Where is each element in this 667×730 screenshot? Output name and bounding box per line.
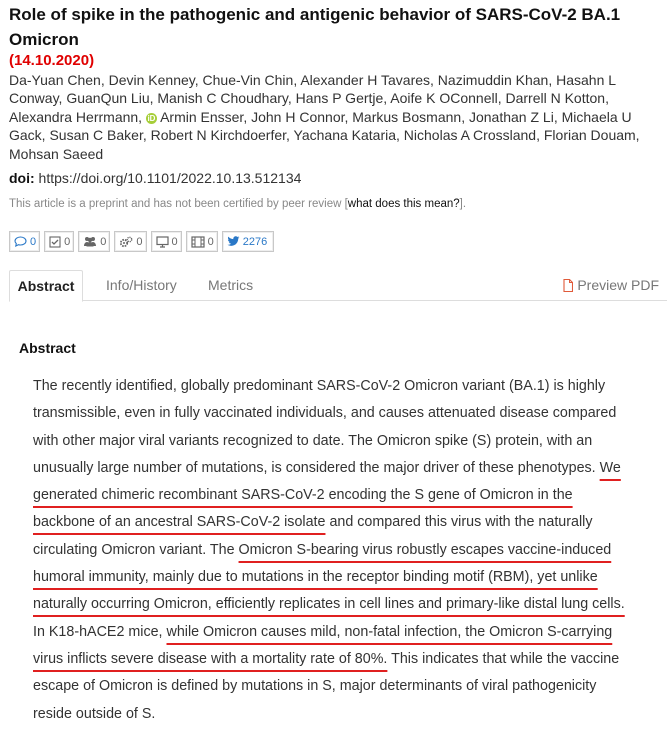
comments-count: 0 [30,235,37,248]
checklist-metric[interactable] [44,231,74,252]
tab-abstract[interactable]: Abstract [9,270,83,302]
monitor-icon [156,236,169,248]
orcid-icon[interactable]: iD [147,113,156,123]
users-icon [83,236,97,247]
authors-part-1[interactable]: Da-Yuan Chen, Devin Kenney, Chue-Vin Chin, Alexander H Tavares, Nazimuddin Khan, Hasahn L Conway, GuanQun Liu, Manish C Choudhary, Hans P Gertje, Aoife K OConnell, Darrell N Kotton, Alexandra Herrmann, [9,72,616,125]
abstract-text: unusually large number of mutations, is considered the major driver of these phenotypes. [33,459,600,476]
abstract-line [33,455,649,482]
checklist-icon [49,236,61,248]
abstract-text: circulating Omicron variant. The [33,541,239,558]
pdf-file-icon [563,279,573,292]
twitter-icon [227,236,240,247]
comment-icon [14,236,27,247]
underlined-text: We [599,459,621,476]
abstract-line [33,509,649,536]
abstract-line: reside outside of S. [33,705,156,722]
twitter-metric[interactable] [222,231,274,252]
abstract-heading: Abstract [19,340,76,356]
comments-metric[interactable] [9,231,40,252]
users-metric[interactable] [78,231,110,252]
underlined-text: generated chimeric recombinant SARS-CoV-2 encoding the S gene of Omicron in the [33,487,573,504]
abstract-line [33,482,649,509]
abstract-line [33,646,649,673]
film-count: 0 [207,235,214,248]
underlined-text: backbone of an ancestral SARS-CoV-2 isolate [33,514,326,531]
preprint-note-end: ]. [459,198,467,210]
author-list [9,71,659,163]
article-title: Role of spike in the pathogenic and antigenic behavior of SARS-CoV-2 BA.1 Omicron [9,5,621,49]
doi-line [9,169,301,187]
abstract-line [33,591,649,618]
users-count: 0 [100,235,107,248]
tab-bar [9,270,667,301]
abstract-text: This indicates that while the vaccine [387,650,620,667]
abstract-line: transmissible, even in fully vaccinated individuals, and causes attenuated disease compared [33,405,617,422]
preprint-note: This article is a preprint and has not been certified by peer review [ [9,198,348,210]
checklist-count: 0 [64,235,71,248]
underlined-text: while Omicron causes mild, non-fatal infection, the Omicron S-carrying [166,623,613,640]
authors-part-2[interactable]: Armin Ensser, John H Connor, Markus Bosmann, Jonathan Z Li, Michaela U Gack, Susan C Baker, Robert N Kirchdoerfer, Yachana Kataria, Nicholas A Crossland, Florian Douam, Mohsan Saeed [9,108,640,162]
underlined-text: virus inflicts severe disease with a mortality rate of 80%. [33,650,388,667]
underlined-text: Omicron S-bearing virus robustly escapes vaccine-induced [238,541,612,558]
abstract-text: and compared this virus with the naturally [325,514,593,531]
abstract-body [33,373,649,728]
abstract-line [33,537,649,564]
monitor-count: 0 [171,235,178,248]
abstract-line [33,564,649,591]
film-icon [191,236,205,248]
preview-pdf-label: Preview PDF [577,277,659,293]
abstract-line: The recently identified, globally predominant SARS-CoV-2 Omicron variant (BA.1) is highly [33,378,606,394]
doi-label: doi: [9,170,35,186]
gears-metric[interactable] [114,231,146,252]
film-metric[interactable] [186,231,218,252]
gears-icon [119,236,133,248]
preprint-notice [9,196,466,212]
article-date: (14.10.2020) [9,52,95,69]
underlined-text: naturally occurring Omicron, efficiently replicates in cell lines and primary-like distal lung cells. [33,596,625,613]
metrics-bar [9,231,278,253]
abstract-text: In K18-hACE2 mice, [33,623,167,640]
abstract-line: with other major viral variants recognized to date. The Omicron spike (S) protein, with an [33,432,593,449]
abstract-line [33,619,649,646]
monitor-metric[interactable] [151,231,182,252]
twitter-count: 2276 [242,235,268,248]
doi-link[interactable]: https://doi.org/10.1101/2022.10.13.512134 [38,170,302,186]
abstract-line: escape of Omicron is defined by mutations in S, major determinants of viral pathogenicity [33,678,597,695]
tab-info-history[interactable]: Info/History [106,277,177,293]
tab-metrics[interactable]: Metrics [208,277,254,293]
underlined-text: humoral immunity, mainly due to mutations in the receptor binding motif (RBM), yet unlike [33,569,598,586]
what-does-this-mean-link[interactable]: what does this mean? [347,198,460,210]
preview-pdf-link[interactable] [563,270,659,300]
gears-count: 0 [136,235,143,248]
